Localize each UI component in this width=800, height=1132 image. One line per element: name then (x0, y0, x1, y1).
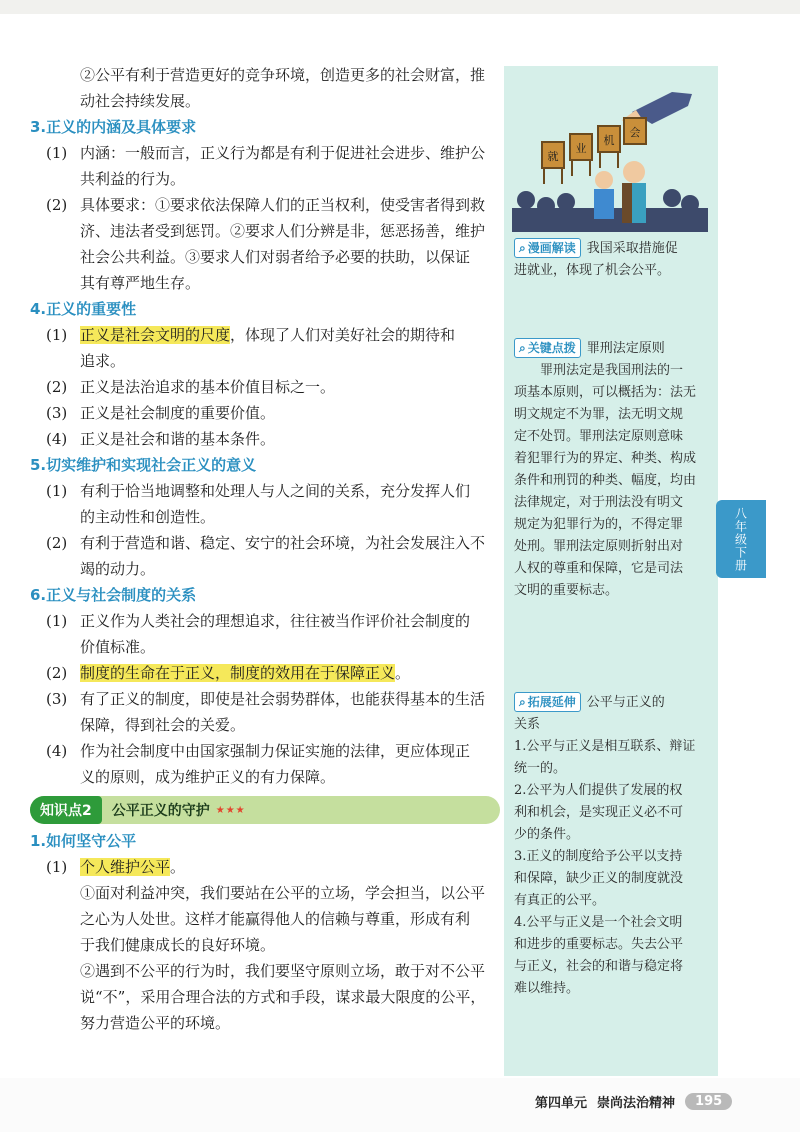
list-item (46, 478, 500, 504)
list-item (46, 400, 500, 426)
key-point-line: 条件和刑罚的种类、幅度，均由 (514, 473, 697, 488)
extension-note (514, 692, 700, 1000)
extension-line: 有真正的公平。 (514, 893, 606, 908)
item-text: 有利于恰当地调整和处理人与人之间的关系，充分发挥人们 (80, 482, 471, 500)
highlighted-text: 制度的生命在于正义，制度的效用在于保障正义 (80, 664, 396, 682)
paragraph-line: ②遇到不公平的行为时，我们要坚守原则立场，敢于对不公平 (80, 962, 486, 980)
list-item (46, 738, 500, 764)
extension-line: 1.公平与正义是相互联系、辩证 (514, 739, 696, 754)
list-item (46, 660, 500, 686)
item-continuation: 济、违法者受到惩罚。②要求人们分辨是非，惩恶扬善，维护 (80, 222, 486, 240)
item-text: 正义是社会和谐的基本条件。 (80, 430, 276, 448)
key-point-line: 文明的重要标志。 (514, 583, 619, 598)
chair-label-2: 业 (575, 142, 587, 155)
magnifier-icon: ⌕ (519, 341, 526, 355)
knowledge-point-bar (30, 796, 500, 824)
item-continuation: 的主动性和创造性。 (80, 508, 216, 526)
magnifier-icon: ⌕ (519, 241, 526, 255)
extension-line: 少的条件。 (514, 827, 580, 842)
key-point-title: 罪刑法定原则 (586, 341, 665, 356)
item-number: (3) (46, 404, 68, 422)
comic-text: 我国采取措施促 (586, 241, 678, 256)
item-number: (1) (46, 612, 68, 630)
item-text: ，体现了人们对美好社会的期待和 (230, 326, 456, 344)
item-continuation: 其有尊严地生存。 (80, 274, 201, 292)
paragraph-line: 之心为人处世。这样才能赢得他人的信赖与尊重，形成有利 (80, 910, 471, 928)
item-text: 。 (170, 858, 186, 876)
item-text: 正义是社会制度的重要价值。 (80, 404, 276, 422)
extension-line: 2.公平为人们提供了发展的权 (514, 783, 683, 798)
list-item (46, 608, 500, 634)
section-heading: 5.切实维护和实现社会正义的意义 (30, 456, 257, 474)
knowledge-point-title: 公平正义的守护 (111, 803, 210, 819)
page-number: 195 (685, 1093, 732, 1110)
main-content (30, 62, 500, 1036)
key-point-line: 法律规定，对于刑法没有明文 (514, 495, 684, 510)
extension-line: 利和机会，是实现正义必不可 (514, 805, 684, 820)
list-item (46, 140, 500, 166)
key-point-line: 明文规定不为罪，法无明文规 (514, 407, 684, 422)
comic-illustration (512, 72, 708, 232)
item-number: (2) (46, 534, 68, 552)
list-item (46, 322, 500, 348)
section-heading: 1.如何坚守公平 (30, 832, 137, 850)
item-number: (3) (46, 690, 68, 708)
extension-line: 与正义，社会的和谐与稳定将 (514, 959, 684, 974)
item-continuation: 竭的动力。 (80, 560, 156, 578)
intro-line: ②公平有利于营造更好的竞争环境，创造更多的社会财富，推 (80, 66, 486, 84)
key-point-line: 着犯罪行为的界定、种类、构成 (514, 451, 697, 466)
key-point-line: 人权的尊重和保障，它是司法 (514, 561, 684, 576)
list-item (46, 854, 500, 880)
section-heading: 4.正义的重要性 (30, 300, 137, 318)
extension-line: 4.公平与正义是一个社会文明 (514, 915, 683, 930)
paragraph-line: 说“不”，采用合理合法的方式和手段，谋求最大限度的公平， (80, 988, 486, 1006)
item-number: (4) (46, 430, 68, 448)
intro-line: 动社会持续发展。 (80, 92, 201, 110)
extension-line: 难以维持。 (514, 981, 580, 996)
item-text: 内涵：一般而言，正义行为都是有利于促进社会进步、维护公 (80, 144, 486, 162)
item-number: (1) (46, 144, 68, 162)
extension-line: 和保障，缺少正义的制度就没 (514, 871, 684, 886)
extension-line: 3.正义的制度给予公平以支持 (514, 849, 683, 864)
item-number: (1) (46, 326, 68, 344)
comic-note (514, 238, 700, 282)
item-continuation: 保障，得到社会的关爱。 (80, 716, 246, 734)
item-number: (1) (46, 858, 68, 876)
item-text: 具体要求：①要求依法保障人们的正当权利，使受害者得到救 (80, 196, 486, 214)
comic-badge: ⌕ 漫画解读 (514, 238, 581, 258)
highlighted-text: 个人维护公平 (80, 858, 171, 876)
item-continuation: 共利益的行为。 (80, 170, 186, 188)
list-item (46, 192, 500, 218)
footer-unit: 第四单元 (535, 1096, 588, 1111)
item-text: 正义作为人类社会的理想追求，往往被当作评价社会制度的 (80, 612, 471, 630)
key-point-line: 项基本原则，可以概括为：法无 (514, 385, 697, 400)
comic-text: 进就业，体现了机会公平。 (514, 263, 671, 278)
key-point-line: 定不处罚。罪刑法定原则意味 (514, 429, 684, 444)
chair-label-3: 机 (603, 134, 615, 147)
list-item (46, 374, 500, 400)
highlighted-text: 正义是社会文明的尺度 (80, 326, 231, 344)
footer-title: 崇尚法治精神 (597, 1096, 676, 1111)
section-heading: 6.正义与社会制度的关系 (30, 586, 197, 604)
item-number: (1) (46, 482, 68, 500)
chair-label-1: 就 (547, 150, 559, 163)
key-point-note (514, 338, 700, 602)
item-text: 。 (395, 664, 411, 682)
paragraph-line: ①面对利益冲突，我们要站在公平的立场，学会担当，以公平 (80, 884, 486, 902)
key-point-line: 处刑。罪刑法定原则折射出对 (514, 539, 684, 554)
knowledge-point-tag: 知识点2 (30, 796, 102, 824)
item-text: 有利于营造和谐、稳定、安宁的社会环境，为社会发展注入不 (80, 534, 486, 552)
chair-label-4: 会 (629, 126, 641, 139)
item-text: 正义是法治追求的基本价值目标之一。 (80, 378, 336, 396)
page-footer (535, 1092, 732, 1111)
item-number: (2) (46, 664, 68, 682)
section-heading: 3.正义的内涵及具体要求 (30, 118, 197, 136)
extension-line: 和进步的重要标志。失去公平 (514, 937, 684, 952)
item-continuation: 义的原则，成为维护正义的有力保障。 (80, 768, 336, 786)
key-point-line: 规定为犯罪行为的，不得定罪 (514, 517, 684, 532)
item-number: (4) (46, 742, 68, 760)
key-point-line: 罪刑法定是我国刑法的一 (540, 363, 684, 378)
item-continuation: 价值标准。 (80, 638, 156, 656)
extension-badge: ⌕ 拓展延伸 (514, 692, 581, 712)
extension-line: 关系 (514, 717, 541, 732)
key-point-badge: ⌕ 关键点拨 (514, 338, 581, 358)
paragraph-line: 努力营造公平的环境。 (80, 1014, 231, 1032)
extension-line: 统一的。 (514, 761, 567, 776)
list-item (46, 530, 500, 556)
magnifier-icon: ⌕ (519, 695, 526, 709)
page-top-band (0, 0, 800, 14)
list-item (46, 426, 500, 452)
item-number: (2) (46, 378, 68, 396)
grade-tab: 八年级下册 (716, 500, 766, 578)
item-continuation: 社会公共利益。③要求人们对弱者给予必要的扶助，以保证 (80, 248, 471, 266)
item-text: 作为社会制度中由国家强制力保证实施的法律，更应体现正 (80, 742, 471, 760)
item-continuation: 追求。 (80, 352, 126, 370)
importance-stars: ★★★ (215, 804, 246, 816)
extension-title: 公平与正义的 (586, 695, 665, 710)
list-item (46, 686, 500, 712)
item-number: (2) (46, 196, 68, 214)
item-text: 有了正义的制度，即使是社会弱势群体，也能获得基本的生活 (80, 690, 486, 708)
paragraph-line: 于我们健康成长的良好环境。 (80, 936, 276, 954)
